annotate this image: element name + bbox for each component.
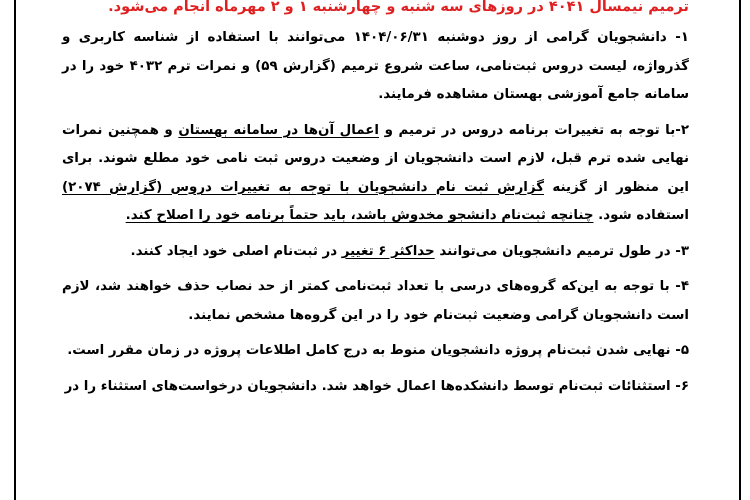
item-number-4: ۴- [675, 279, 689, 294]
page-border-right [739, 0, 741, 500]
list-item-5 [62, 337, 689, 366]
list-item-6 [62, 373, 689, 402]
item-text-2-underlined-1: اعمال آن‌ها در سامانه بهستان [178, 122, 380, 138]
item-number-2: ۲- [675, 122, 689, 138]
item-number-1: ۱- [675, 30, 689, 45]
list-item-2 [62, 117, 689, 231]
list-item-1 [62, 24, 689, 110]
item-text-2-part-2: و همچنین نمرات نهایی شده ترم قبل، لازم است دانشجویان از وضعیت دروس ثبت نامی خود مطلع شوند. برای این منظور از گزینه [62, 122, 689, 195]
item-text-3-part-2: در ثبت‌نام اصلی خود ایجاد کنند. [130, 243, 342, 259]
announcement-document [62, 0, 689, 401]
list-item-3 [62, 238, 689, 267]
item-number-3: ۳- [675, 243, 689, 259]
item-text-5: نهایی شدن ثبت‌نام پروژه دانشجویان منوط به درج کامل اطلاعات پروژه در زمان مقرر است. [67, 343, 671, 358]
item-text-3-underlined: حداکثر ۶ تغییر [341, 243, 435, 259]
announcement-title: ترمیم نیمسال ۴۰۴۱ در روزهای سه شنبه و چهارشنبه ۱ و ۲ مهرماه انجام می‌شود. [108, 0, 689, 15]
item-text-1: دانشجویان گرامی از روز دوشنبه ۱۴۰۴/۰۶/۳۱ می‌توانند با استفاده از شناسه کاربری و گذرواژه، لیست دروس ثبت‌نامی، ساعت شروع ترمیم (گزارش ۵۹) و نمرات ترم ۴۰۳۲ خود را در سامانه جامع آموزشی بهستان مشاهده فرمایند. [62, 30, 689, 102]
item-text-2-part-3: استفاده شود. [593, 208, 689, 223]
item-text-2-part-1: با توجه به تغییرات برنامه دروس در ترمیم و [379, 122, 676, 138]
page-border-left [14, 0, 16, 500]
item-number-6: ۶- [675, 378, 689, 394]
item-text-6: استثنائات ثبت‌نام توسط دانشکده‌ها اعمال خواهد شد. دانشجویان درخواست‌های استثناء را در [64, 378, 671, 394]
item-text-2-underlined-2: گزارش ثبت نام دانشجویان با توجه به تغییرات دروس (گزارش ۲۰۷۴) [62, 179, 545, 195]
item-number-5: ۵- [675, 343, 689, 358]
list-item-4 [62, 273, 689, 330]
item-text-4: با توجه به این‌که گروه‌های درسی با تعداد ثبت‌نامی کمتر از حد نصاب حذف خواهند شد، لازم است دانشجویان گرامی وضعیت ثبت‌نام خود را در این گروه‌ها مشخص نمایند. [62, 279, 689, 323]
item-text-2-underlined-3: چنانچه ثبت‌نام دانشجو مخدوش باشد، باید حتماً برنامه خود را اصلاح کند. [125, 208, 594, 223]
item-text-3-part-1: در طول ترمیم دانشجویان می‌توانند [434, 243, 671, 259]
